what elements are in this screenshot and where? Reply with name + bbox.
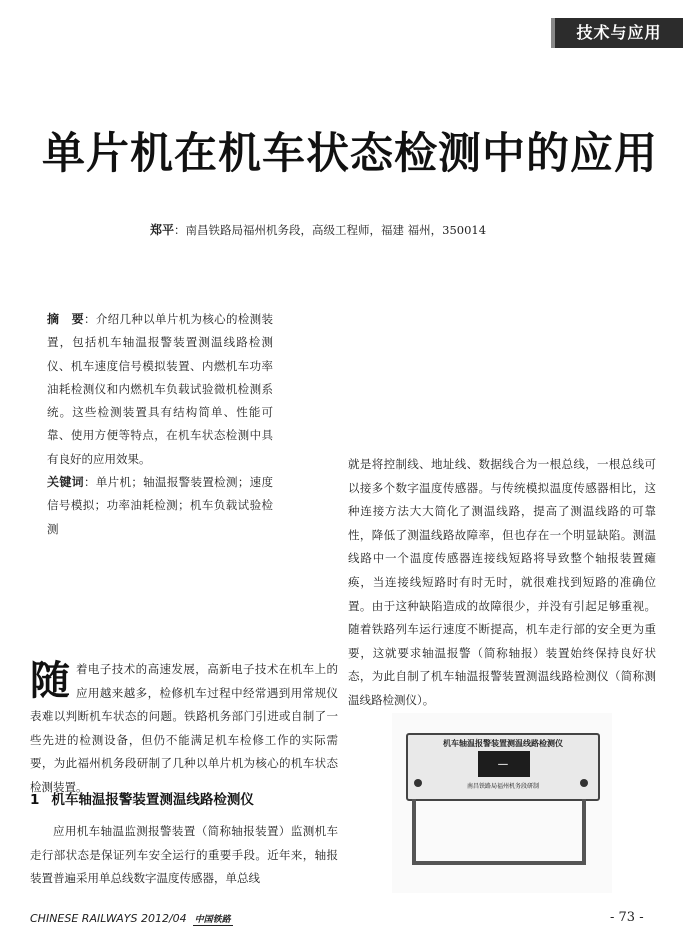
keywords-label: 关键词 — [47, 475, 84, 490]
keywords-text: ：单片机；轴温报警装置检测；速度信号模拟；功率油耗检测；机车负载试验检测 — [47, 475, 273, 536]
device-label: 机车轴温报警装置测温线路检测仪 — [443, 739, 563, 748]
author-line — [150, 221, 486, 238]
journal-name: CHINESE RAILWAYS 2012/04 — [30, 912, 187, 925]
abstract-label: 摘 要 — [47, 312, 84, 326]
stand-base — [412, 861, 586, 865]
drop-cap: 随 — [30, 658, 70, 704]
right-column-paragraph: 就是将控制线、地址线、数据线合为一根总线，一根总线可以接多个数字温度传感器。与传统模拟温度传感器相比，这种连接方法大大简化了测温线路，提高了测温线路的可靠性，降低了测温线路故障率，但也存在一个明显缺陷。测温线路中一个温度传感器连接线短路将导致整个轴报装置瘫痪，当连接线短路时有时无时，就很难找到短路的准确位置。由于这种缺陷造成的故障很少，并没有引起足够重视。随着铁路列车运行速度不断提高，机车走行部的安全更为重要，这就要求轴温报警（简称轴报）装置始终保持良好状态，为此自制了机车轴温报警装置测温线路检测仪（简称测温线路检测仪）。 — [348, 457, 656, 707]
page-number: - 73 - — [610, 910, 644, 925]
abstract-paragraph — [47, 308, 273, 471]
section-title: 机车轴温报警装置测温线路检测仪 — [51, 792, 254, 808]
abstract — [47, 308, 273, 541]
article-title: 单片机在机车状态检测中的应用 — [42, 129, 658, 179]
stand-leg-left — [412, 799, 416, 863]
section-text: 应用机车轴温监测报警装置（简称轴报装置）监测机车走行部状态是保证列车安全运行的重要手段。近年来，轴报装置普遍采用单总线数字温度传感器，单总线 — [30, 824, 338, 886]
author-name: 郑平 — [150, 223, 175, 237]
keywords-paragraph — [47, 471, 273, 541]
footer-journal — [30, 912, 233, 926]
right-column-text — [348, 453, 656, 713]
intro-paragraph — [30, 658, 338, 800]
abstract-text: ：介绍几种以单片机为核心的检测装置，包括机车轴温报警装置测温线路检测仪、机车速度信号模拟装置、内燃机车功率油耗检测仪和内燃机车负载试验微机检测系统。这些检测装置具有结构简单、性能可靠、使用方便等特点，在机车状态检测中具有良好的应用效果。 — [47, 312, 273, 466]
device-photo — [392, 713, 612, 893]
section-body — [30, 820, 338, 891]
device-maker-strip: 南昌铁路局福州机务段研制 — [466, 783, 539, 790]
journal-logo: 中国铁路 — [193, 912, 233, 926]
device-case — [406, 733, 600, 801]
section-heading — [30, 788, 254, 808]
author-affiliation: ：南昌铁路局福州机务段，高级工程师，福建 福州，350014 — [174, 223, 487, 237]
section-tag: 技术与应用 — [551, 18, 683, 48]
device-display: – — [478, 751, 530, 777]
section-number: 1 — [30, 792, 40, 808]
intro-text: 着电子技术的高速发展，高新电子技术在机车上的应用越来越多，检修机车过程中经常遇到用常规仪表难以判断机车状态的问题。铁路机务部门引进或自制了一些先进的检测设备，但仍不能满足机车检修工作的实际需要，为此福州机务段研制了几种以单片机为核心的机车状态检测装置。 — [30, 662, 338, 794]
stand-leg-right — [582, 799, 586, 863]
